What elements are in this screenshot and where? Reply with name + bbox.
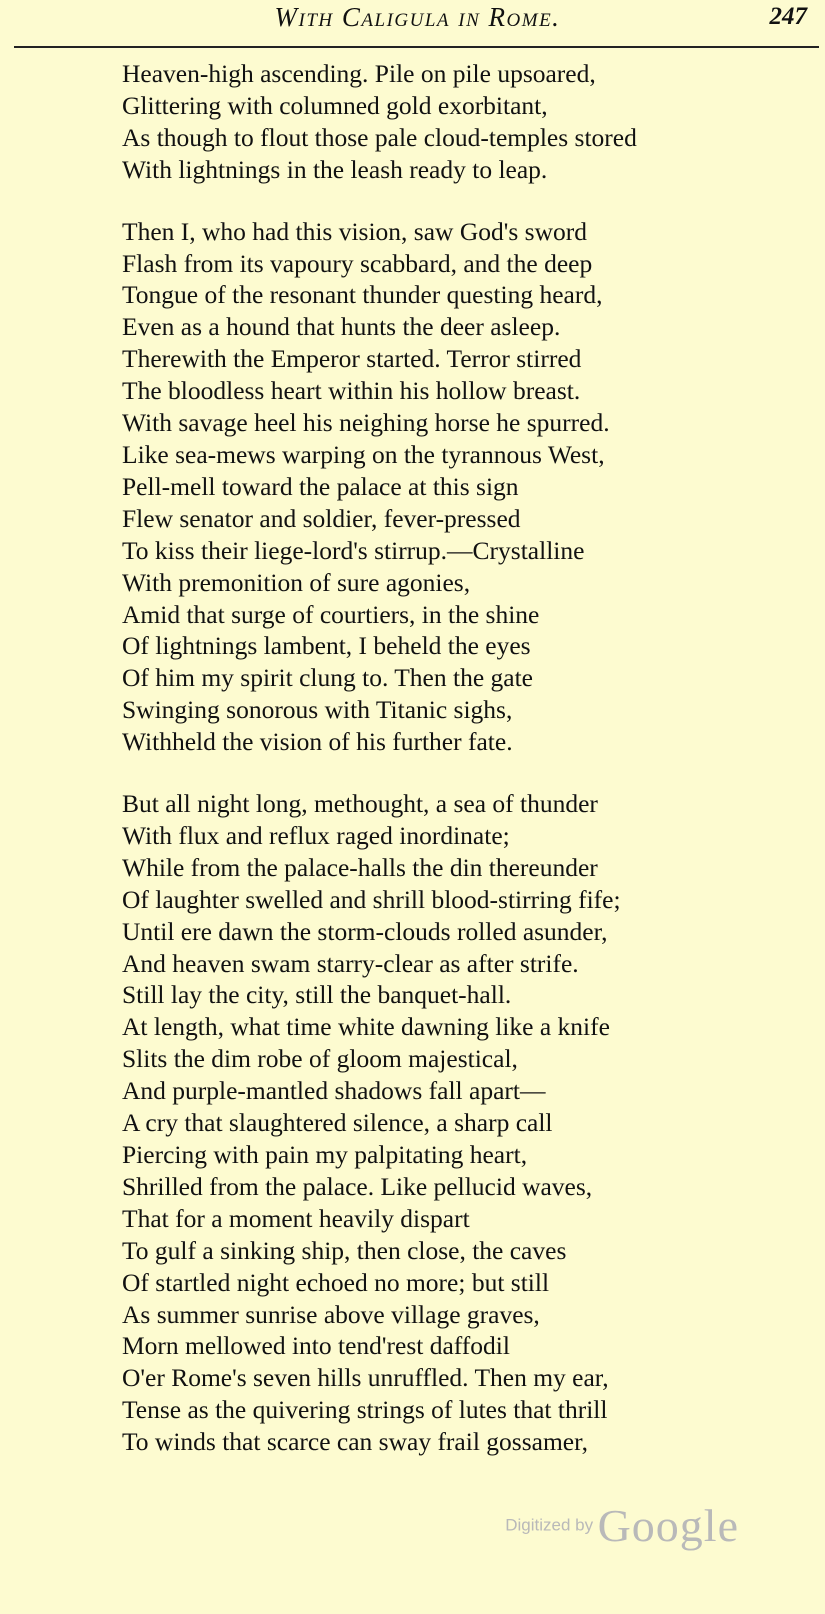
poem-line: Glittering with columned gold exorbitant, xyxy=(122,90,548,120)
poem-line: Tongue of the resonant thunder questing heard, xyxy=(122,280,603,310)
poem-line: Flew senator and soldier, fever-pressed xyxy=(122,503,521,533)
poem-line: Like sea-mews warping on the tyrannous West, xyxy=(122,439,605,469)
watermark-prefix: Digitized by xyxy=(505,1515,594,1535)
poem-line: Even as a hound that hunts the deer asleep. xyxy=(122,312,561,342)
poem-line: To winds that scarce can sway frail gossamer, xyxy=(122,1427,588,1457)
poem-line: Piercing with pain my palpitating heart, xyxy=(122,1140,528,1169)
poem-line: With lightnings in the leash ready to leap. xyxy=(122,154,548,184)
poem-line: Slits the dim robe of gloom majestical, xyxy=(122,1044,518,1074)
poem-line: Then I, who had this vision, saw God's sword xyxy=(122,216,587,246)
poem-line: With flux and reflux raged inordinate; xyxy=(122,820,510,850)
poem-line: And purple-mantled shadows fall apart— xyxy=(122,1076,546,1106)
poem-line: To gulf a sinking ship, then close, the caves xyxy=(122,1235,567,1265)
poem-line: Of laughter swelled and shrill blood-stirring fife; xyxy=(122,884,621,914)
poem-line: Pell-mell toward the palace at this sign xyxy=(122,471,519,501)
poem-line: Of lightnings lambent, I beheld the eyes xyxy=(122,631,531,661)
poem-line: Shrilled from the palace. Like pellucid waves, xyxy=(122,1171,593,1201)
poem-line: That for a moment heavily dispart xyxy=(122,1203,470,1233)
poem-line: Therewith the Emperor started. Terror stirred xyxy=(122,344,582,374)
poem-line: Tense as the quivering strings of lutes that thrill xyxy=(122,1395,608,1425)
page-header xyxy=(0,0,825,40)
poem-line: With savage heel his neighing horse he spurred. xyxy=(122,408,610,438)
google-logo: Google xyxy=(597,1500,739,1551)
stanza-2 xyxy=(122,216,782,758)
poem-line: Of startled night echoed no more; but still xyxy=(122,1267,550,1297)
poem-line: The bloodless heart within his hollow breast. xyxy=(122,376,581,406)
poem-line: Amid that surge of courtiers, in the shine xyxy=(122,599,540,629)
poem-line: Swinging sonorous with Titanic sighs, xyxy=(122,695,513,725)
running-head: With Caligula in Rome. xyxy=(274,2,561,32)
poem-body xyxy=(122,58,782,1458)
poem-line: Until ere dawn the storm-clouds rolled asunder, xyxy=(122,916,608,946)
poem-line: Morn mellowed into tend'rest daffodil xyxy=(122,1331,510,1361)
poem-line: Still lay the city, still the banquet-hall. xyxy=(122,980,512,1010)
header-rule xyxy=(14,46,819,48)
poem-line: While from the palace-halls the din thereunder xyxy=(122,852,598,882)
stanza-3 xyxy=(122,788,782,1458)
digitization-watermark xyxy=(505,1499,739,1552)
poem-line: As summer sunrise above village graves, xyxy=(122,1299,540,1329)
poem-line: To kiss their liege-lord's stirrup.—Crystalline xyxy=(122,535,585,565)
poem-line: Heaven-high ascending. Pile on pile upsoared, xyxy=(122,59,596,88)
poem-line: A cry that slaughtered silence, a sharp call xyxy=(122,1108,553,1138)
poem-line: As though to flout those pale cloud-temples stored xyxy=(122,122,637,152)
poem-line: And heaven swam starry-clear as after strife. xyxy=(122,948,579,978)
poem-line: Withheld the vision of his further fate. xyxy=(122,727,513,757)
poem-line: Of him my spirit clung to. Then the gate xyxy=(122,663,534,693)
poem-line: Flash from its vapoury scabbard, and the deep xyxy=(122,248,593,278)
poem-line: With premonition of sure agonies, xyxy=(122,567,471,597)
stanza-1 xyxy=(122,58,782,186)
poem-line: O'er Rome's seven hills unruffled. Then my ear, xyxy=(122,1363,609,1393)
page-number: 247 xyxy=(769,3,807,30)
poem-line: But all night long, methought, a sea of thunder xyxy=(122,789,598,819)
poem-line: At length, what time white dawning like a knife xyxy=(122,1012,610,1042)
